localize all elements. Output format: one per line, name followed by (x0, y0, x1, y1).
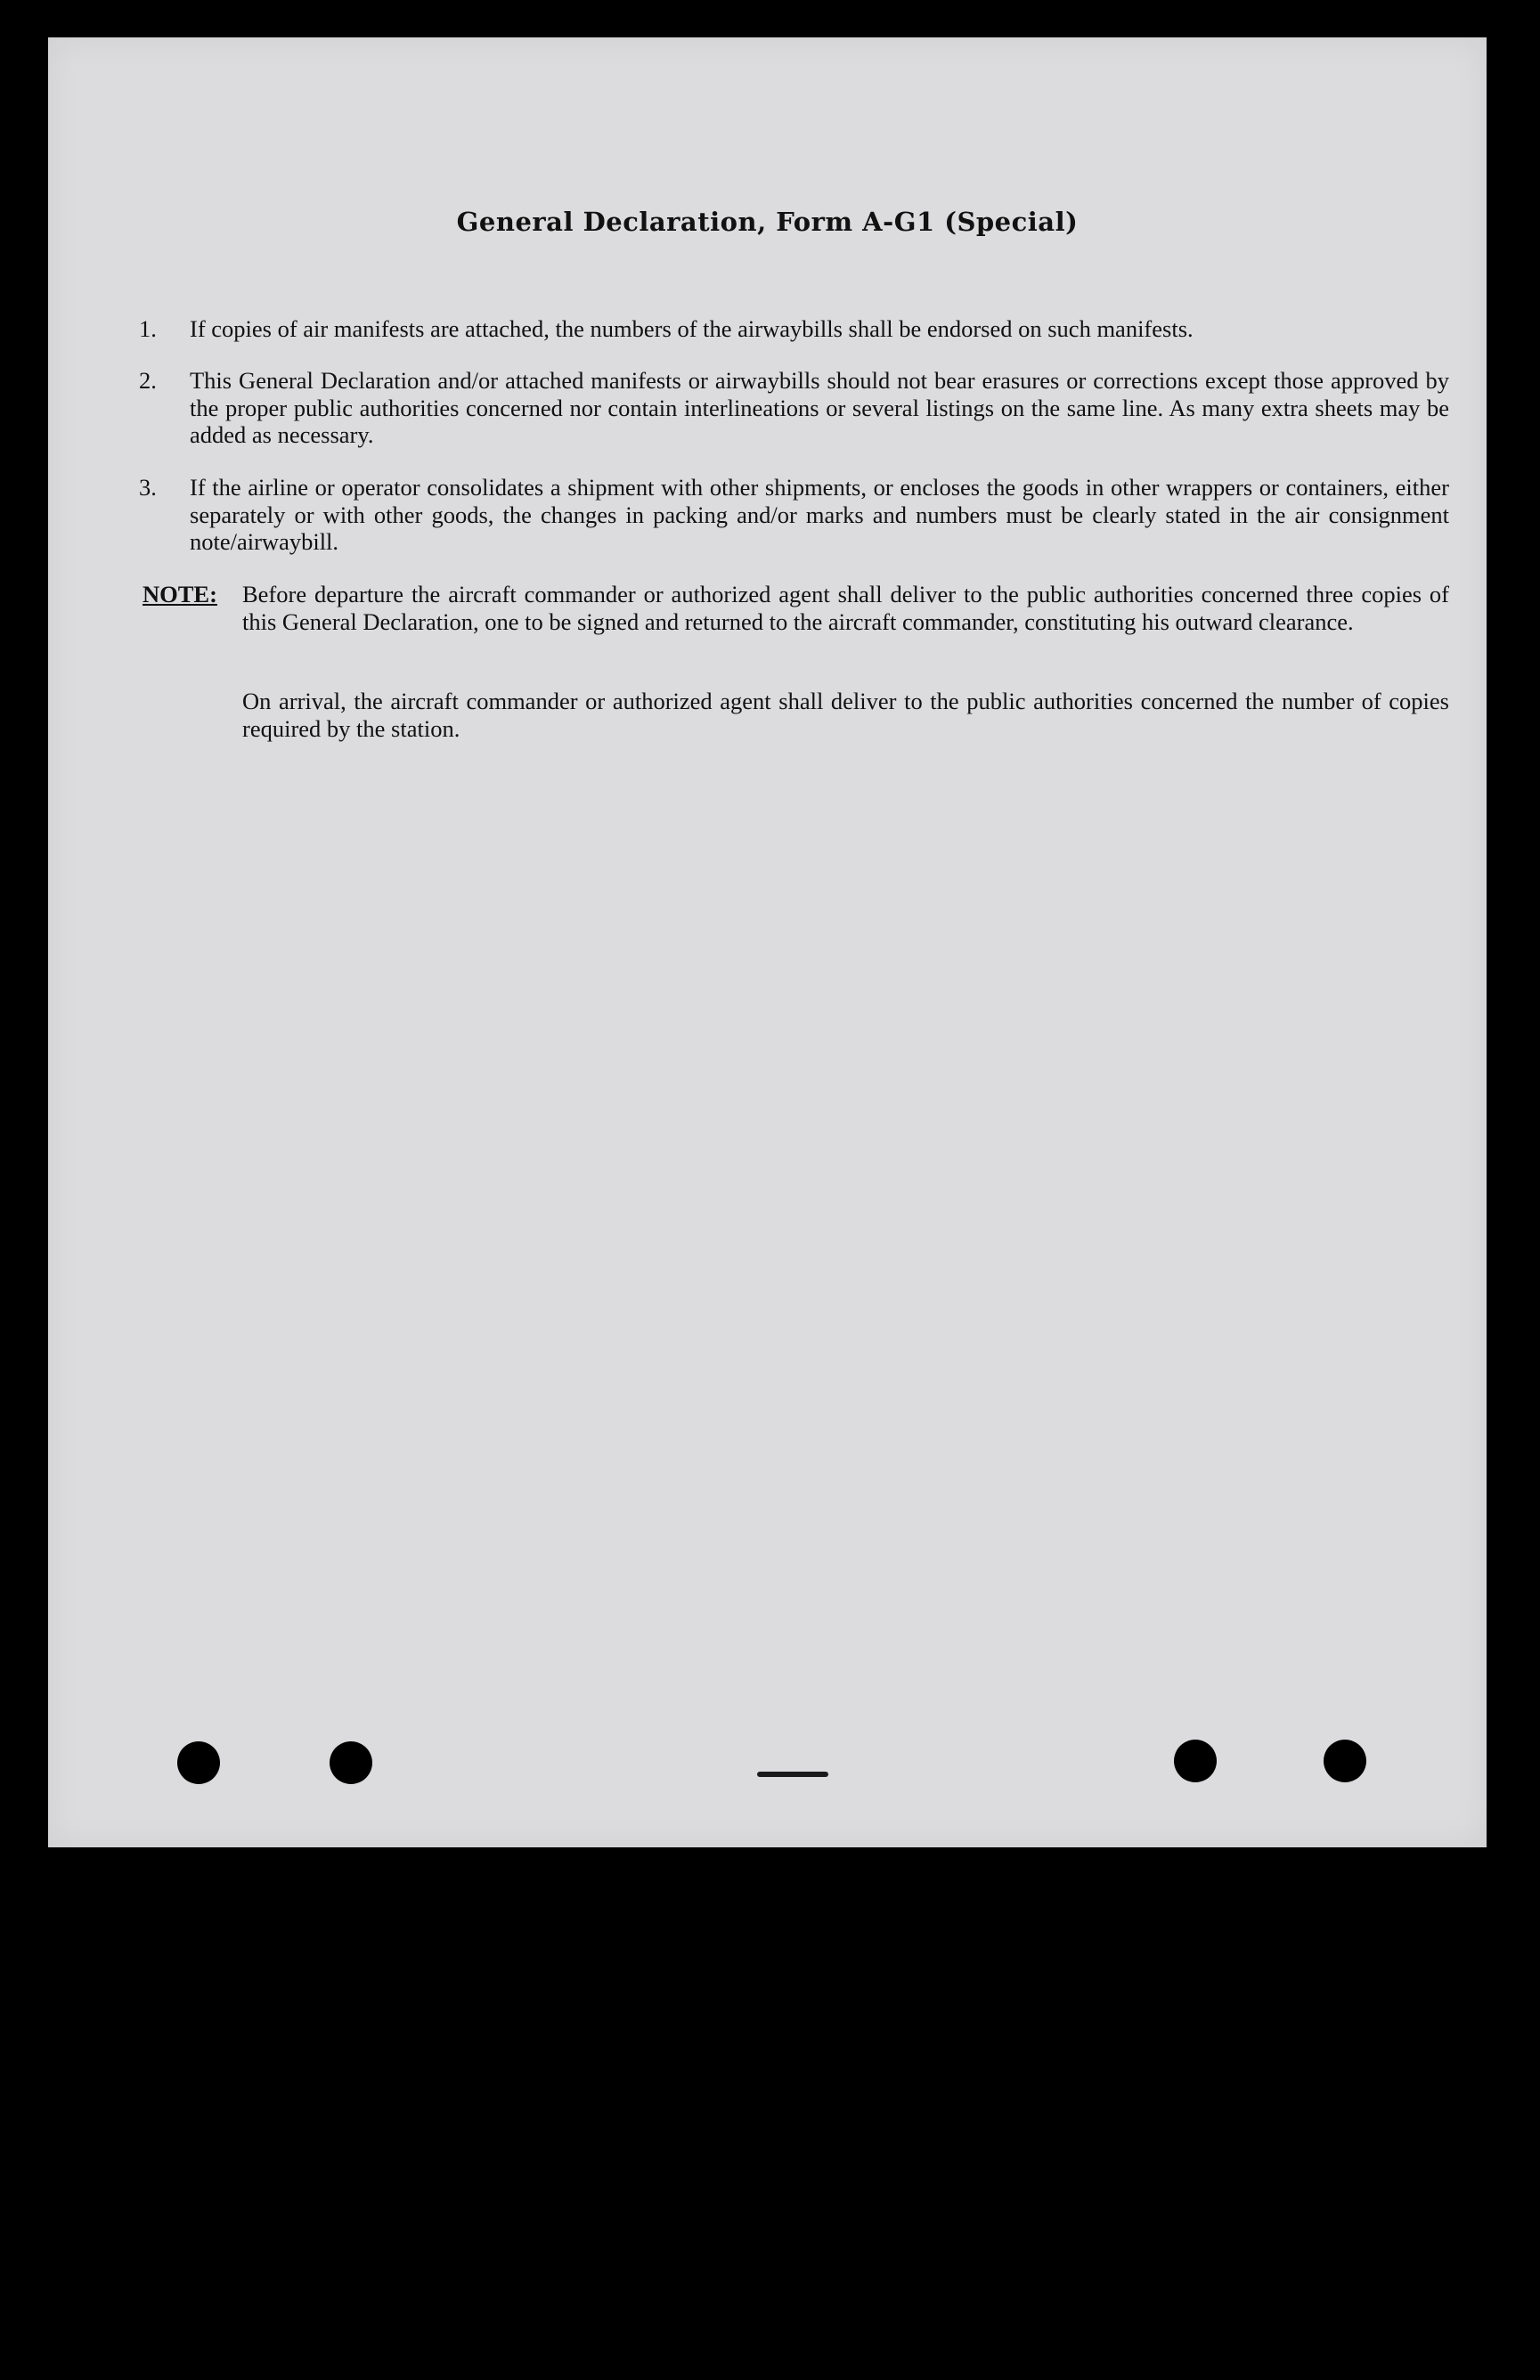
ink-smudge (757, 1772, 828, 1777)
punch-hole-2 (330, 1741, 372, 1784)
item-number-2: 2. (139, 367, 157, 394)
document-page (48, 37, 1487, 1847)
item-number-1: 1. (139, 315, 157, 342)
document-title: General Declaration, Form A-G1 (Special) (456, 207, 1079, 237)
note-paragraph-1: Before departure the aircraft commander or authorized agent shall deliver to the public authorities concerned three copies of this General Declaration, one to be signed and returned to the aircraft commander, constituting his outward clearance. (242, 581, 1449, 635)
punch-hole-4 (1324, 1740, 1366, 1782)
item-text-1: If copies of air manifests are attached, the numbers of the airwaybills shall be endorsed on such manifests. (190, 315, 1194, 342)
note-paragraph-2: On arrival, the aircraft commander or authorized agent shall deliver to the public authorities concerned the number of copies required by the station. (242, 688, 1449, 742)
punch-hole-3 (1174, 1740, 1217, 1782)
item-text-3: If the airline or operator consolidates a shipment with other shipments, or encloses the goods in other wrappers or containers, either separately or with other goods, the changes in packing and/or marks and numbers must be clearly stated in the air consignment note/airwaybill. (190, 474, 1449, 555)
note-label: NOTE: (143, 581, 217, 607)
item-number-3: 3. (139, 474, 157, 501)
punch-hole-1 (177, 1741, 220, 1784)
item-text-2: This General Declaration and/or attached manifests or airwaybills should not bear erasures or corrections except those approved by the proper public authorities concerned nor contain interlineations or several listings on the same line. As many extra sheets may be added as necessary. (190, 367, 1449, 448)
